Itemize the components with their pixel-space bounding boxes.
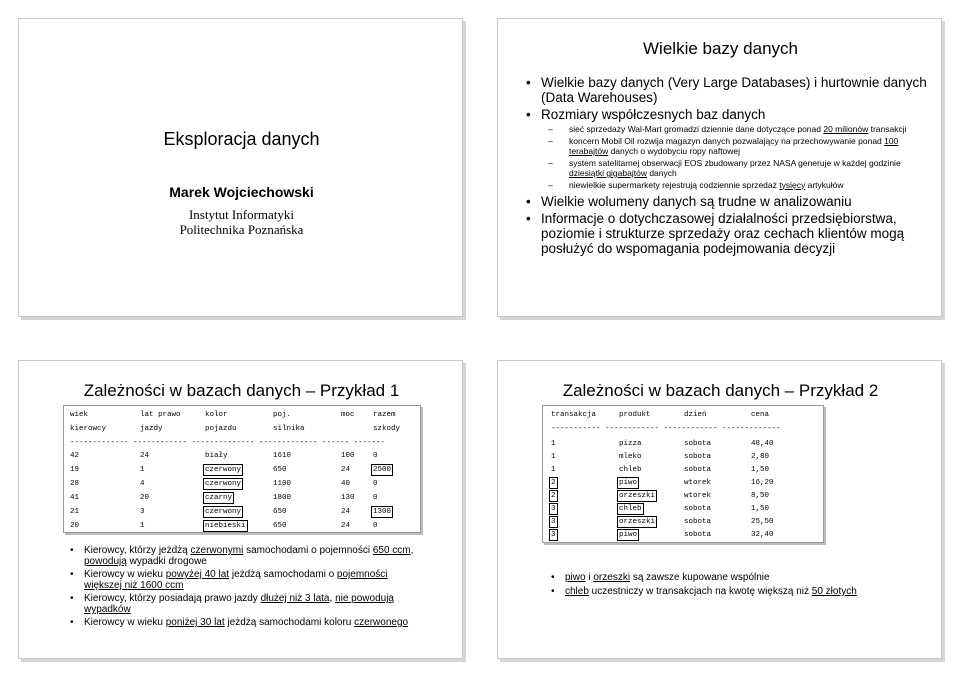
- table-cell: sobota: [684, 466, 712, 474]
- table-header-cell: kierowcy: [70, 425, 107, 433]
- table-cell: 32,40: [751, 531, 774, 539]
- bullet-icon: •: [526, 194, 531, 209]
- bullet-text: Wielkie wolumeny danych są trudne w analizowaniu: [541, 194, 852, 209]
- bullet-item: [70, 569, 414, 591]
- bullet-icon: •: [70, 617, 74, 628]
- table-cell: chleb: [619, 466, 642, 474]
- institute-line-2: Politechnika Poznańska: [179, 222, 304, 237]
- data-table-panel: [542, 405, 824, 543]
- sub-text-underlined: 100 terabajtów: [569, 135, 899, 156]
- bullet-text-underlined: piwo: [565, 572, 586, 583]
- table-cell: chleb: [619, 505, 642, 513]
- table-cell: wtorek: [684, 479, 712, 487]
- dash-icon: –: [548, 179, 553, 190]
- table-cell: 650: [273, 466, 287, 474]
- bullet-text-underlined: czerwonymi: [190, 545, 244, 556]
- table-cell: 1: [140, 522, 145, 530]
- table-cell: 0: [373, 522, 378, 530]
- table-cell: wtorek: [684, 492, 712, 500]
- table-cell: orzeszki: [619, 492, 656, 500]
- data-table-panel: [63, 405, 421, 533]
- bullet-icon: •: [526, 211, 531, 226]
- bullet-icon: •: [526, 107, 531, 122]
- bullet-icon: •: [70, 569, 74, 580]
- table-cell: 2500: [373, 466, 392, 474]
- sub-text: danych: [646, 168, 677, 178]
- table-header-cell: wiek: [70, 411, 89, 419]
- table-cell: 1610: [273, 452, 292, 460]
- table-separator: ------------- ------------ -------------- ------------- ------ -------: [70, 439, 386, 447]
- table-cell: 41: [70, 494, 80, 502]
- author-name: Marek Wojciechowski: [169, 184, 314, 200]
- table-cell: 42: [70, 452, 80, 460]
- table-cell: 3: [140, 508, 145, 516]
- bullet-text-underlined: czerwonego: [354, 617, 409, 628]
- institute-line-1: Instytut Informatyki: [188, 207, 295, 222]
- table-cell: 19: [70, 466, 80, 474]
- table-header-cell: pojazdu: [205, 425, 237, 433]
- table-cell: 3: [551, 531, 556, 539]
- bullet-item: [526, 194, 931, 209]
- table-cell: 650: [273, 522, 287, 530]
- bullet-text-underlined: powyżej 40 lat: [165, 569, 230, 580]
- table-header-cell: silnika: [273, 425, 305, 433]
- slide-body: [526, 75, 931, 258]
- bullet-text-underlined: poniżej 30 lat: [165, 617, 225, 628]
- bullet-text: Kierowcy w wieku: [84, 569, 166, 580]
- table-cell: 25,50: [751, 518, 774, 526]
- bullet-text: Kierowcy, którzy jeżdżą: [84, 545, 191, 556]
- dash-icon: –: [548, 124, 553, 134]
- table-cell: sobota: [684, 453, 712, 461]
- table-cell: 100: [341, 452, 355, 460]
- table-cell: 24: [341, 508, 351, 516]
- table-cell: 1,50: [751, 466, 770, 474]
- table-cell: 1: [551, 466, 556, 474]
- bullet-text: Wielkie bazy danych (Very Large Databases) i hurtownie danych (Data Warehouses): [541, 75, 927, 105]
- table-cell: 1: [551, 453, 556, 461]
- bullet-item: [526, 75, 931, 105]
- bullet-text: Informacje o dotychczasowej działalności przedsiębiorstwa, poziomie i strukturze sprzedaży oraz cechach klientów mogą posłużyć do wspomagania podejmowania decyzji: [541, 211, 905, 256]
- table-cell: 20: [140, 494, 150, 502]
- table-header-cell: lat prawo: [140, 411, 181, 419]
- table-cell: 0: [373, 494, 378, 502]
- table-cell: czerwony: [205, 466, 242, 474]
- table-header-cell: poj.: [273, 411, 292, 419]
- table-cell: 0: [373, 480, 378, 488]
- bullet-text: Rozmiary współczesnych baz danych: [541, 107, 766, 122]
- table-header-cell: produkt: [619, 411, 651, 419]
- table-header-cell: dzień: [684, 411, 707, 419]
- slide-heading: Zależności w bazach danych – Przykład 1: [83, 381, 400, 400]
- table-cell: 1800: [273, 494, 292, 502]
- table-cell: 3: [551, 505, 556, 513]
- bullet-text-underlined: pojemności większej niż 1600 ccm: [84, 569, 388, 591]
- table-cell: 1: [551, 440, 556, 448]
- bullet-text: są zawsze kupowane wspólnie: [630, 572, 770, 583]
- table-cell: sobota: [684, 440, 712, 448]
- bullet-text-underlined: 650 ccm: [372, 545, 411, 556]
- table-cell: czerwony: [205, 480, 242, 488]
- sub-text: artykułów: [805, 179, 844, 190]
- table-header-cell: transakcja: [551, 411, 597, 419]
- sub-bullet-item: [526, 124, 931, 135]
- bullet-text-underlined: 50 złotych: [811, 586, 857, 597]
- table-cell: 20: [70, 522, 80, 530]
- bullet-text: jeżdżą samochodami o: [229, 569, 337, 580]
- bullet-text: Kierowcy, którzy posiadają prawo jazdy: [84, 593, 261, 604]
- table-cell: piwo: [619, 479, 638, 487]
- table-cell: 8,50: [751, 492, 770, 500]
- sub-text-underlined: dziesiątki gigabajtów: [569, 168, 647, 178]
- slide-example-1: [18, 360, 463, 659]
- table-header-cell: razem: [373, 411, 396, 419]
- bullet-icon: •: [526, 75, 531, 90]
- table-cell: 40: [341, 480, 351, 488]
- bullet-icon: •: [70, 593, 74, 604]
- table-cell: 21: [70, 508, 80, 516]
- slide-heading: Zależności w bazach danych – Przykład 2: [562, 381, 879, 400]
- bullet-icon: •: [70, 545, 74, 556]
- slide-title: [18, 18, 463, 317]
- bullet-text-underlined: chleb: [565, 586, 589, 597]
- slide-large-databases: [497, 18, 942, 317]
- sub-text-underlined: 20 milionów: [823, 124, 869, 134]
- bullet-text-underlined: powodują: [84, 556, 127, 567]
- bullet-text: wypadki drogowe: [126, 556, 207, 567]
- table-cell: sobota: [684, 505, 712, 513]
- table-header-cell: jazdy: [140, 425, 163, 433]
- table-cell: pizza: [619, 440, 642, 448]
- table-cell: czerwony: [205, 508, 242, 516]
- sub-text: system satelitarnej obserwacji EOS zbudowany przez NASA generuje w każdej godzinie: [569, 157, 901, 168]
- table-cell: 48,40: [751, 440, 774, 448]
- bullet-text: i: [585, 572, 594, 583]
- slide-example-2: [497, 360, 942, 659]
- table-cell: 2: [551, 479, 556, 487]
- bullet-item: [526, 211, 931, 256]
- sub-bullet-item: [526, 180, 931, 191]
- table-cell: 24: [140, 452, 150, 460]
- sub-bullet-item: [526, 136, 931, 157]
- presentation-title: Eksploracja danych: [163, 129, 320, 149]
- table-cell: 2: [551, 492, 556, 500]
- table-cell: niebieski: [205, 522, 246, 530]
- table-cell: 0: [373, 452, 378, 460]
- table-cell: 650: [273, 508, 287, 516]
- bullet-text-underlined: orzeszki: [593, 572, 631, 583]
- table-cell: 16,20: [751, 479, 774, 487]
- table-cell: czarny: [205, 494, 233, 502]
- bullet-text-underlined: nie powodują wypadków: [84, 593, 394, 615]
- table-cell: orzeszki: [619, 518, 656, 526]
- bullet-text: ,: [410, 545, 414, 556]
- bullet-icon: •: [551, 572, 555, 583]
- bullet-text: samochodami o pojemności: [243, 545, 373, 556]
- table-cell: piwo: [619, 531, 638, 539]
- bullet-item: [551, 572, 895, 583]
- sub-text-underlined: tysięcy: [779, 179, 806, 190]
- bullet-item: [70, 545, 414, 567]
- table-cell: 130: [341, 494, 355, 502]
- dash-icon: –: [548, 157, 553, 168]
- table-cell: 24: [341, 466, 351, 474]
- bullet-text: uczestniczy w transakcjach na kwotę większą niż: [588, 586, 812, 597]
- table-cell: 1300: [373, 508, 392, 516]
- table-cell: sobota: [684, 531, 712, 539]
- table-header-cell: cena: [751, 411, 770, 419]
- sub-bullet-item: [526, 158, 931, 179]
- bullet-text-underlined: dłużej niż 3 lata: [260, 593, 330, 604]
- bullet-item: [70, 617, 414, 628]
- table-cell: sobota: [684, 518, 712, 526]
- bullet-item: [526, 107, 931, 122]
- table-cell: 1: [140, 466, 145, 474]
- table-cell: 28: [70, 480, 80, 488]
- table-cell: 1,50: [751, 505, 770, 513]
- table-header-cell: moc: [341, 411, 355, 419]
- sub-text: transakcji: [868, 124, 907, 134]
- table-header-cell: kolor: [205, 411, 228, 419]
- table-cell: 2,80: [751, 453, 770, 461]
- bullet-item: [70, 593, 414, 615]
- table-cell: biały: [205, 452, 228, 460]
- table-separator: ----------- ------------ ------------ -------------: [551, 425, 781, 433]
- sub-text: sieć sprzedaży Wal-Mart gromadzi dziennie dane dotyczące ponad: [569, 124, 824, 134]
- slide-heading: Wielkie bazy danych: [643, 39, 798, 58]
- sub-text: koncern Mobil Oil rozwija magazyn danych pozwalający na przechowywanie ponad: [569, 135, 885, 146]
- bullet-text: jeżdżą samochodami koloru: [224, 617, 355, 628]
- table-cell: 3: [551, 518, 556, 526]
- table-header-cell: szkody: [373, 425, 401, 433]
- table-cell: 4: [140, 480, 145, 488]
- sub-text: danych o wydobyciu ropy naftowej: [608, 146, 741, 156]
- table-cell: mleko: [619, 453, 642, 461]
- table-cell: 24: [341, 522, 351, 530]
- institute: [19, 207, 463, 237]
- bullet-item: [551, 586, 895, 597]
- bullet-text: ,: [329, 593, 336, 604]
- bullet-text: Kierowcy w wieku: [84, 617, 166, 628]
- table-cell: 1100: [273, 480, 292, 488]
- dash-icon: –: [548, 135, 553, 146]
- sub-text: niewielkie supermarkety rejestrują codziennie sprzedaż: [569, 179, 780, 190]
- bullet-icon: •: [551, 586, 555, 597]
